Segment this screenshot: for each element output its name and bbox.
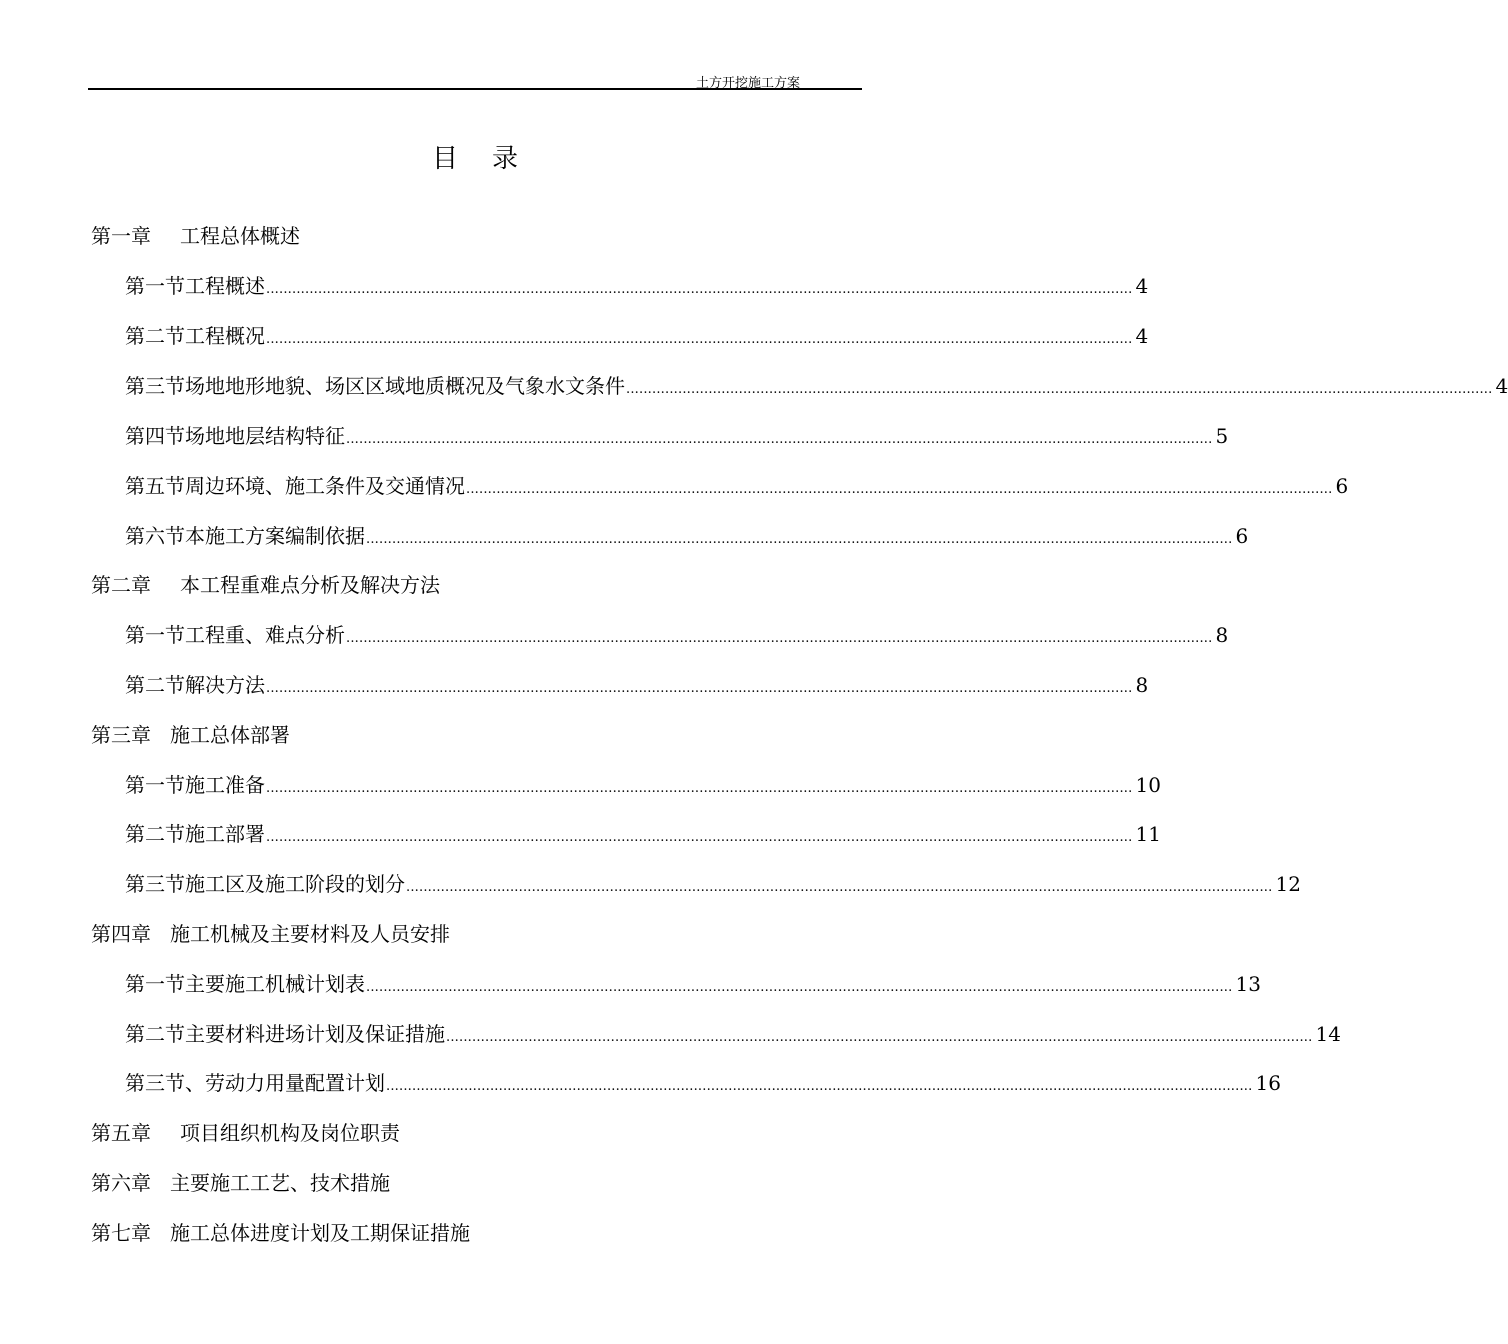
chapter-title: 施工总体部署 [170,723,290,747]
section-number: 第三节 [125,374,185,398]
chapter-title: 主要施工工艺、技术措施 [170,1171,390,1195]
section-number: 第二节 [125,822,185,846]
toc-chapter[interactable] [91,720,771,750]
dot-leader: ........................................................................................................................................................................................................ [446,1030,1313,1045]
dot-leader: ........................................................................................................................................................................................................ [386,1079,1253,1094]
section-title: 场地地形地貌、场区区域地质概况及气象水文条件 [185,374,625,398]
page-number: 6 [1335,474,1349,498]
section-title: 施工准备 [185,773,265,797]
toc-section[interactable] [125,670,1149,700]
page-number: 4 [1135,274,1149,298]
chapter-number: 第六章 [91,1171,151,1195]
section-number: 第一节 [125,274,185,298]
toc-section[interactable] [125,521,1249,551]
page-number: 14 [1315,1022,1341,1046]
chapter-number: 第二章 [91,573,151,597]
toc-section[interactable] [125,819,1161,849]
section-title: 施工区及施工阶段的划分 [185,872,405,896]
toc-section[interactable] [125,770,1161,800]
section-number: 第三节 [125,872,185,896]
section-number: 第一节 [125,623,185,647]
toc-section[interactable] [125,271,1149,301]
chapter-number: 第七章 [91,1221,151,1245]
dot-leader: ........................................................................................................................................................................................................ [366,532,1233,547]
chapter-title: 工程总体概述 [180,224,300,248]
page-number: 10 [1135,773,1161,797]
dot-leader: ........................................................................................................................................................................................................ [466,482,1333,497]
page-number: 16 [1255,1071,1281,1095]
dot-leader: ........................................................................................................................................................................................................ [266,830,1133,845]
section-number: 第四节 [125,424,185,448]
chapter-title: 项目组织机构及岗位职责 [180,1121,400,1145]
section-title: 解决方法 [185,673,265,697]
toc-section[interactable] [125,371,1508,401]
section-number: 第六节 [125,524,185,548]
toc-title: 目录 [431,144,552,174]
toc-section[interactable] [125,620,1229,650]
dot-leader: ........................................................................................................................................................................................................ [266,681,1133,696]
section-title: 周边环境、施工条件及交通情况 [185,474,465,498]
chapter-number: 第四章 [91,922,151,946]
section-title: 工程概况 [185,324,265,348]
page-number: 4 [1135,324,1149,348]
toc-chapter[interactable] [91,570,771,600]
section-title: 主要材料进场计划及保证措施 [185,1022,445,1046]
section-title: 场地地层结构特征 [185,424,345,448]
toc-section[interactable] [125,1068,1281,1098]
section-title: 主要施工机械计划表 [185,972,365,996]
section-title: 工程概述 [185,274,265,298]
toc-section[interactable] [125,969,1261,999]
toc-section[interactable] [125,471,1349,501]
toc-section[interactable] [125,1019,1341,1049]
toc-chapter[interactable] [91,1118,771,1148]
section-number: 第一节 [125,972,185,996]
page-number: 11 [1135,822,1161,846]
chapter-title: 施工总体进度计划及工期保证措施 [170,1221,470,1245]
chapter-number: 第一章 [91,224,151,248]
page-number: 13 [1235,972,1261,996]
toc-chapter[interactable] [91,919,771,949]
toc-chapter[interactable] [91,1218,771,1248]
section-number: 第三节、 [125,1071,205,1095]
section-number: 第二节 [125,673,185,697]
page-number: 8 [1215,623,1229,647]
dot-leader: ........................................................................................................................................................................................................ [266,332,1133,347]
toc-section[interactable] [125,421,1229,451]
section-title: 本施工方案编制依据 [185,524,365,548]
section-title: 工程重、难点分析 [185,623,345,647]
section-number: 第二节 [125,1022,185,1046]
header-rule [88,88,862,90]
dot-leader: ........................................................................................................................................................................................................ [266,282,1133,297]
page-number: 8 [1135,673,1149,697]
section-number: 第五节 [125,474,185,498]
section-title: 劳动力用量配置计划 [205,1071,385,1095]
toc-chapter[interactable] [91,1168,771,1198]
chapter-title: 施工机械及主要材料及人员安排 [170,922,450,946]
chapter-title: 本工程重难点分析及解决方法 [180,573,440,597]
dot-leader: ........................................................................................................................................................................................................ [366,980,1233,995]
running-header: 土方开挖施工方案 [695,76,800,91]
section-number: 第二节 [125,324,185,348]
dot-leader: ........................................................................................................................................................................................................ [266,781,1133,796]
toc-section[interactable] [125,321,1149,351]
dot-leader: ........................................................................................................................................................................................................ [346,631,1213,646]
page-number: 4 [1495,374,1508,398]
section-number: 第一节 [125,773,185,797]
page-number: 12 [1275,872,1301,896]
dot-leader: ........................................................................................................................................................................................................ [406,880,1273,895]
chapter-number: 第三章 [91,723,151,747]
page-number: 5 [1215,424,1229,448]
toc-chapter[interactable] [91,221,771,251]
page-number: 6 [1235,524,1249,548]
chapter-number: 第五章 [91,1121,151,1145]
section-title: 施工部署 [185,822,265,846]
toc-section[interactable] [125,869,1301,899]
dot-leader: ........................................................................................................................................................................................................ [346,432,1213,447]
dot-leader: ........................................................................................................................................................................................................ [626,382,1493,397]
